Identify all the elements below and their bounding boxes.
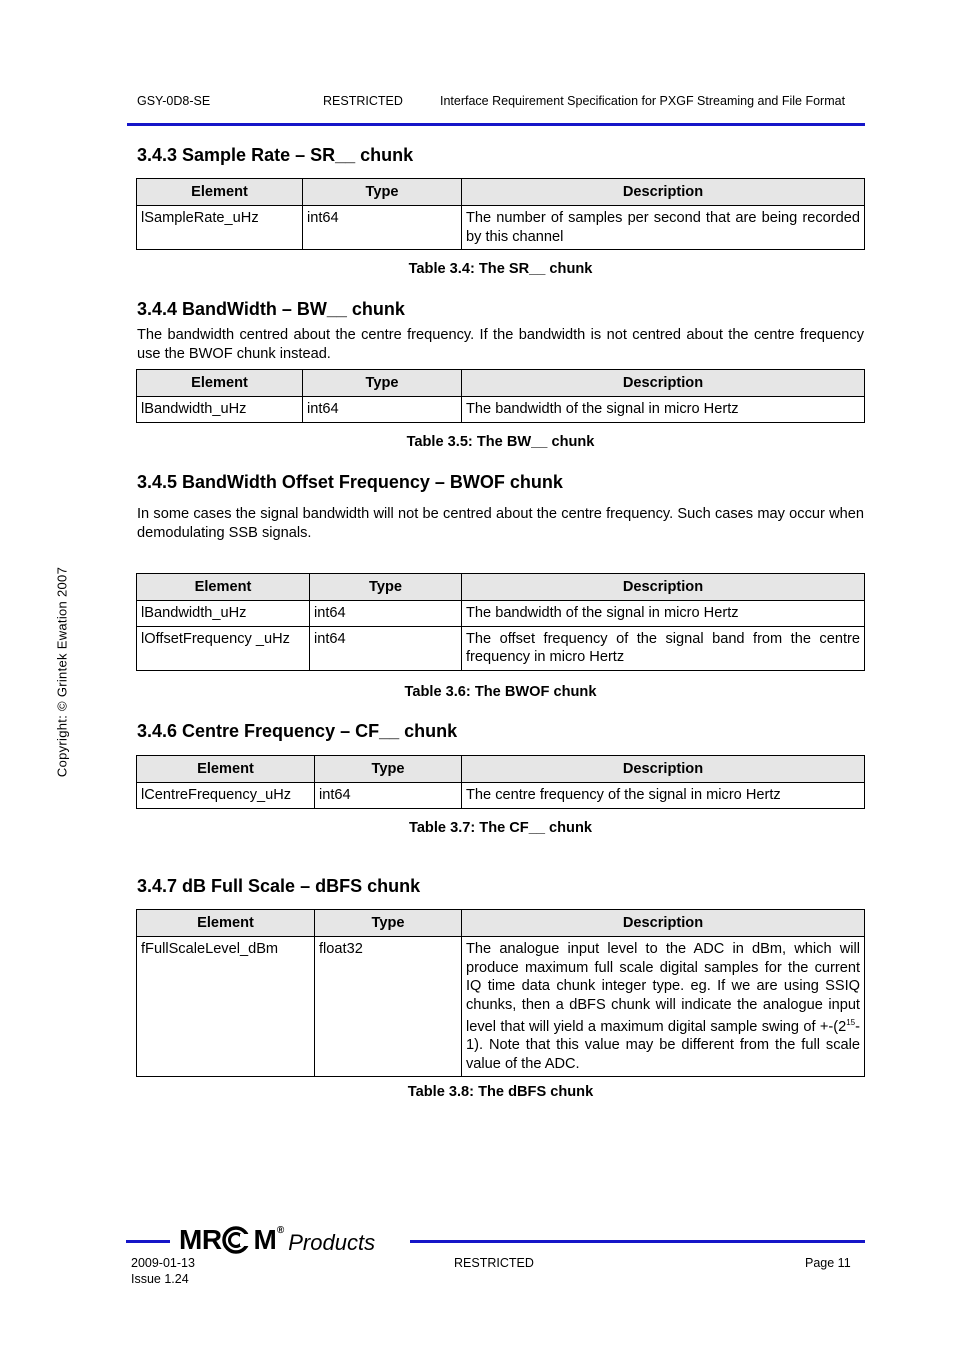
footer-date: 2009-01-13 — [131, 1256, 195, 1270]
section-heading-bandwidth-offset: 3.4.5 BandWidth Offset Frequency – BWOF chunk — [137, 472, 563, 492]
column-header: Element — [137, 574, 310, 601]
description-cell: The bandwidth of the signal in micro Hertz — [462, 601, 865, 627]
element-cell: lOffsetFrequency _uHz — [137, 626, 310, 670]
footer-rule-left — [126, 1240, 170, 1243]
description-text: The analogue input level to the ADC in dBm, which will produce maximum full scale digital samples for the current IQ time data chunk integer type. eg. If we are using SSIQ chunks, then a dBFS chunk will indicate the analogue input level that will yield a maximum digital sample swing of +-(2 — [466, 941, 860, 1035]
column-header: Description — [462, 179, 865, 206]
header-classification: RESTRICTED — [323, 94, 403, 108]
table-caption: Table 3.7: The CF__ chunk — [408, 820, 592, 836]
table-dbfs — [136, 909, 865, 1077]
table-bandwidth-offset — [136, 573, 865, 671]
section-heading-bandwidth: 3.4.4 BandWidth – BW__ chunk — [137, 299, 405, 319]
section-heading-dbfs: 3.4.7 dB Full Scale – dBFS chunk — [137, 876, 421, 896]
column-header: Element — [137, 910, 315, 937]
table-caption: Table 3.5: The BW__ chunk — [406, 434, 595, 450]
table-row — [137, 397, 865, 423]
type-cell: int64 — [310, 626, 462, 670]
footer-issue: Issue 1.24 — [131, 1272, 189, 1286]
column-header: Type — [315, 910, 462, 937]
section-heading-sample-rate: 3.4.3 Sample Rate – SR__ chunk — [137, 145, 414, 165]
description-cell: The number of samples per second that are being recorded by this channel — [462, 206, 865, 250]
header-title: Interface Requirement Specification for PXGF Streaming and File Format — [440, 94, 846, 108]
description-cell: The offset frequency of the signal band from the centre frequency in micro Hertz — [462, 626, 865, 670]
element-cell: lCentreFrequency_uHz — [137, 783, 315, 809]
registered-mark: ® — [276, 1225, 285, 1236]
type-cell: float32 — [315, 937, 462, 1077]
table-caption: Table 3.8: The dBFS chunk — [407, 1084, 594, 1100]
description-text: -1). Note that this value may be different from the full scale value of the ADC. — [466, 1018, 860, 1072]
header-rule — [127, 123, 865, 126]
footer-page-number: Page 11 — [805, 1256, 851, 1270]
table-row — [137, 206, 865, 250]
footer-classification: RESTRICTED — [454, 1256, 534, 1270]
element-cell: lBandwidth_uHz — [137, 601, 310, 627]
table-sample-rate — [136, 178, 865, 250]
description-cell: The bandwidth of the signal in micro Hertz — [462, 397, 865, 423]
column-header: Description — [462, 370, 865, 397]
column-header: Type — [303, 179, 462, 206]
mrcm-logo — [179, 1224, 375, 1256]
description-cell — [462, 937, 865, 1077]
copyright-side-text: Copyright: © Grintek Ewation 2007 — [54, 566, 70, 778]
logo-text: M — [253, 1224, 277, 1255]
type-cell: int64 — [303, 397, 462, 423]
table-row — [137, 783, 865, 809]
logo-text: MR — [179, 1224, 222, 1255]
table-header-row — [137, 179, 865, 206]
element-cell: lSampleRate_uHz — [137, 206, 303, 250]
table-caption: Table 3.4: The SR__ chunk — [408, 261, 593, 277]
column-header: Element — [137, 179, 303, 206]
logo-products-text: Products — [288, 1230, 376, 1255]
table-row — [137, 937, 865, 1077]
table-header-row — [137, 756, 865, 783]
column-header: Element — [137, 370, 303, 397]
type-cell: int64 — [315, 783, 462, 809]
table-header-row — [137, 574, 865, 601]
table-centre-frequency — [136, 755, 865, 809]
table-row — [137, 626, 865, 670]
superscript-exponent: 15 — [846, 1018, 856, 1027]
header-doc-id: GSY-0D8-SE — [137, 94, 211, 108]
table-bandwidth — [136, 369, 865, 423]
column-header: Description — [462, 756, 865, 783]
table-header-row — [137, 910, 865, 937]
column-header: Type — [310, 574, 462, 601]
element-cell: fFullScaleLevel_dBm — [137, 937, 315, 1077]
column-header: Type — [303, 370, 462, 397]
footer-rule-right — [410, 1240, 865, 1243]
type-cell: int64 — [303, 206, 462, 250]
logo-c-icon — [222, 1226, 254, 1254]
column-header: Description — [462, 910, 865, 937]
column-header: Element — [137, 756, 315, 783]
column-header: Type — [315, 756, 462, 783]
section-text: In some cases the signal bandwidth will not be centred about the centre frequency. Such cases may occur when demodulating SSB signals. — [137, 506, 864, 541]
element-cell: lBandwidth_uHz — [137, 397, 303, 423]
type-cell: int64 — [310, 601, 462, 627]
column-header: Description — [462, 574, 865, 601]
section-heading-centre-frequency: 3.4.6 Centre Frequency – CF__ chunk — [137, 721, 458, 741]
table-row — [137, 601, 865, 627]
section-text: The bandwidth centred about the centre frequency. If the bandwidth is not centred about the centre frequency use the BWOF chunk instead. — [137, 327, 864, 362]
description-cell: The centre frequency of the signal in micro Hertz — [462, 783, 865, 809]
table-header-row — [137, 370, 865, 397]
table-caption: Table 3.6: The BWOF chunk — [404, 684, 597, 700]
